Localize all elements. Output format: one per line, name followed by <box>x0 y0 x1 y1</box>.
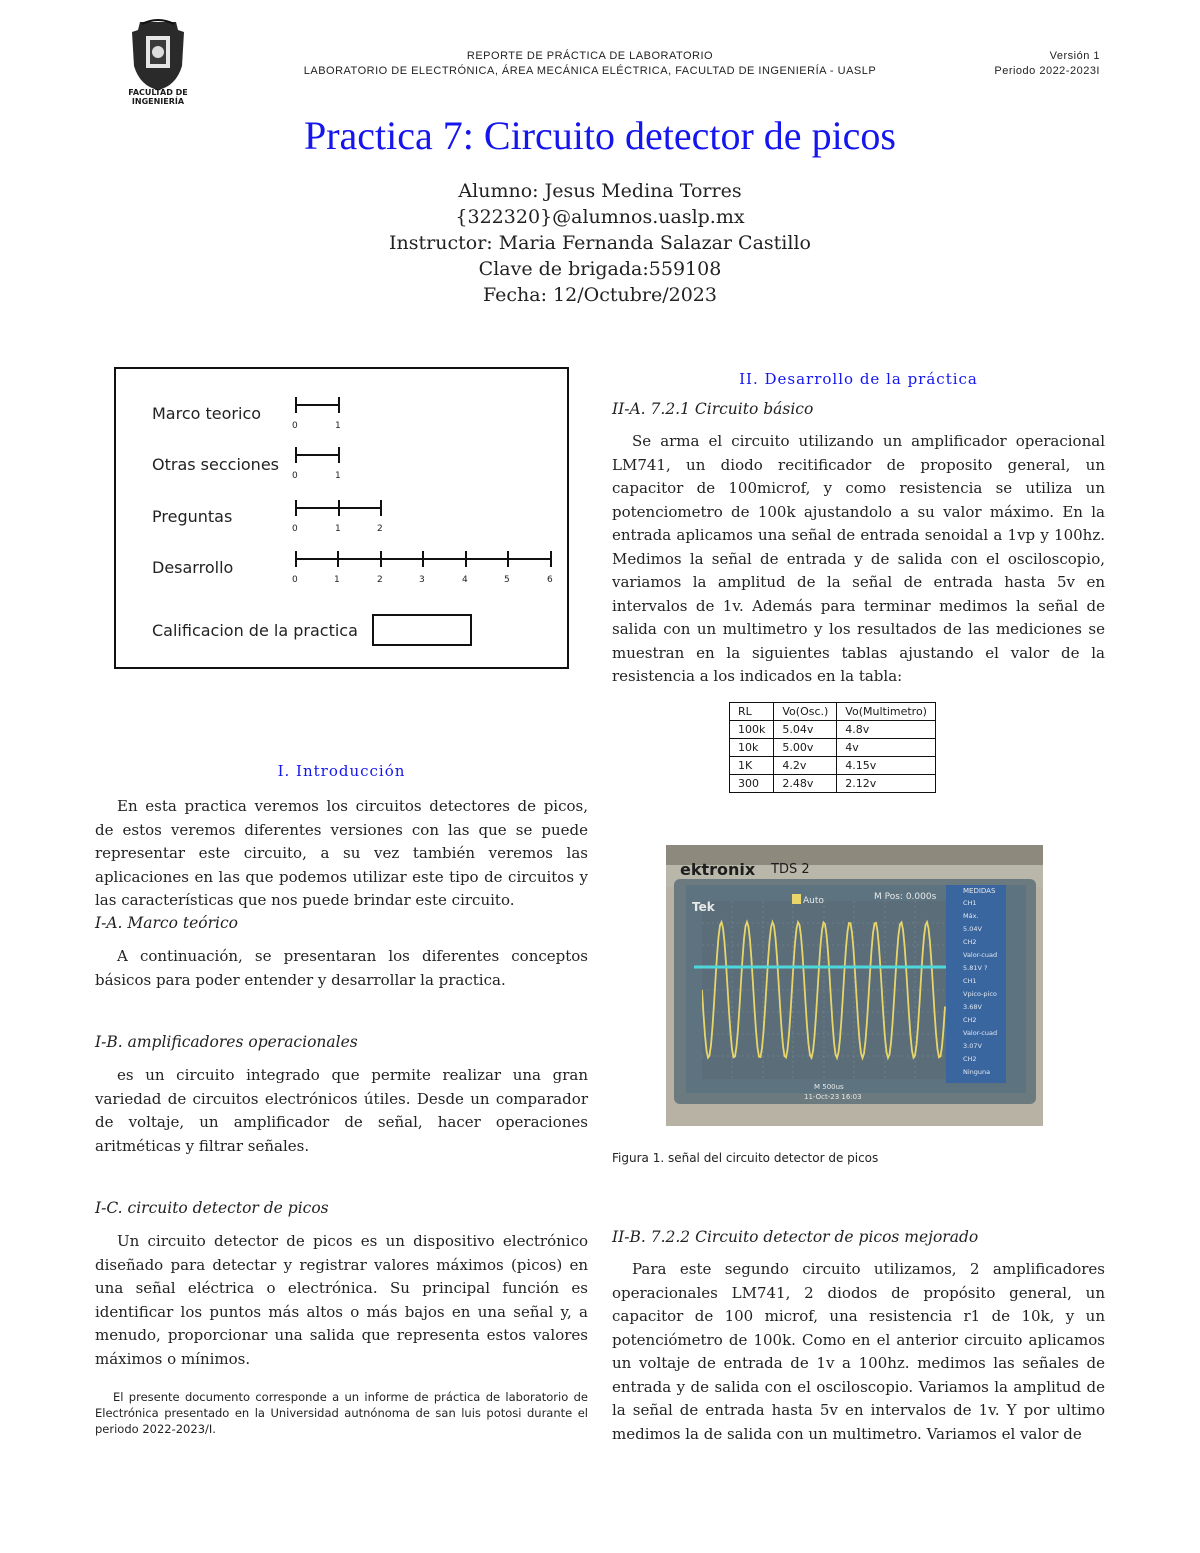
subsection-iia-title: II-A. 7.2.1 Circuito básico <box>612 400 814 418</box>
tick-label: 2 <box>377 575 383 585</box>
grade-label-preguntas: Preguntas <box>152 507 233 526</box>
footnote: El presente documento corresponde a un informe de práctica de laboratorio de Electrónica presentado en la Universidad autnónoma de san luis potosi durante el periodo 2022-2023/I. <box>95 1390 588 1436</box>
header-line-1: REPORTE DE PRÁCTICA DE LABORATORIO <box>466 50 714 62</box>
grade-label-desarrollo: Desarrollo <box>152 558 234 577</box>
scope-menu-item: Ninguna <box>963 1068 991 1076</box>
table-cell: 2.12v <box>837 775 936 793</box>
subsection-ic-title: I-C. circuito detector de picos <box>95 1199 329 1217</box>
scope-menu-item: 5.04V <box>963 925 982 933</box>
tick-label: 3 <box>419 575 425 585</box>
scope-mode: Auto <box>803 896 824 906</box>
tick-label: 0 <box>292 471 298 481</box>
tick-label: 1 <box>334 575 340 585</box>
scope-menu-item: Vpico-pico <box>963 990 997 998</box>
brigade-code: Clave de brigada:559108 <box>478 258 722 280</box>
grade-label-marco: Marco teorico <box>152 404 262 423</box>
scope-menu-item: CH2 <box>963 1055 977 1063</box>
scope-model: TDS 2 <box>771 862 810 877</box>
grading-box <box>114 367 569 669</box>
table-cell: 100k <box>730 721 774 739</box>
report-date: Fecha: 12/Octubre/2023 <box>483 284 717 306</box>
table-row <box>730 739 936 757</box>
header-period: Periodo 2022-2023I <box>994 65 1100 77</box>
faculty-logo <box>128 16 188 116</box>
table-cell: 10k <box>730 739 774 757</box>
scope-menu-item: Máx. <box>963 912 979 920</box>
table-row <box>730 721 936 739</box>
header-version: Versión 1 <box>1049 50 1100 62</box>
grade-label-otras: Otras secciones <box>152 455 279 474</box>
table-cell: 1K <box>730 757 774 775</box>
iia-paragraph: Se arma el circuito utilizando un amplificador operacional LM741, un diodo recitificador de proposito general, un capacitor de 100microf, y como resistencia se utiliza un potenciometro de 100k ajustandolo a su valor máximo. En la entrada aplicamos una señal de entrada senoidal a 1vp y 100hz. Medimos la señal de entrada y de salida con el osciloscopio, variamos la amplitud de la señal de entrada hasta 5v en intervalos de 1v. Además para terminar medimos la señal de salida con un multimetro y los resultados de las mediciones se muestran en la siguientes tablas ajustando el valor de la resistencia a los indicados en la tabla: <box>612 432 1105 685</box>
table-row <box>730 757 936 775</box>
tick-label: 6 <box>547 575 553 585</box>
table-cell: 4v <box>837 739 936 757</box>
scope-mpos: M Pos: 0.000s <box>874 892 937 902</box>
scope-menu-item: CH1 <box>963 977 977 985</box>
ib-paragraph: es un circuito integrado que permite realizar una gran variedad de circuitos electrónicos útiles. Desde un comparador de voltaje, un amplificador de señal, hacer operaciones aritméticas y filtrar señales. <box>95 1066 588 1155</box>
section-2-heading: II. Desarrollo de la práctica <box>739 370 978 388</box>
tick-label: 1 <box>335 421 341 431</box>
table-cell: 5.04v <box>774 721 837 739</box>
scope-menu-item: CH2 <box>963 938 977 946</box>
table-cell: 2.48v <box>774 775 837 793</box>
scope-menu-item: 3.68V <box>963 1003 982 1011</box>
scope-menu-item: CH1 <box>963 899 977 907</box>
scope-timebase: M 500us <box>814 1083 844 1091</box>
scope-menu-item: CH2 <box>963 1016 977 1024</box>
scope-menu-item: Valor-cuad <box>963 1029 998 1037</box>
header-line-2: LABORATORIO DE ELECTRÓNICA, ÁREA MECÁNICA ELÉCTRICA, FACULTAD DE INGENIERÍA - UASLP <box>303 65 877 77</box>
logo-line-1: FACULTAD DE <box>128 88 188 97</box>
table-header: RL <box>730 703 774 721</box>
iib-paragraph: Para este segundo circuito utilizamos, 2 amplificadores operacionales LM741, 2 diodos de propósito general, un capacitor de 100 microf, una resistencia r1 de 10k, y un potenciómetro de 100k. Como en el anterior circuito aplicamos un voltaje de entrada de 1v a 100hz. medimos las señales de entrada y de salida con el osciloscopio. Variamos la amplitud de la señal de entrada hasta 5v en intervalos de 1v. Y por ultimo medimos la de salida con un multimetro. Variamos el valor de <box>612 1260 1105 1443</box>
scope-menu-item: Valor-cuad <box>963 951 998 959</box>
tick-label: 1 <box>335 524 341 534</box>
subsection-ia-title: I-A. Marco teórico <box>95 914 238 932</box>
intro-paragraph: En esta practica veremos los circuitos detectores de picos, de estos veremos diferentes versiones con las que se puede representar este circuito, a su vez también veremos las aplicaciones en las que podemos utilizar este tipo de circuitos y las características que nos puede brindar este circuito. <box>95 797 588 909</box>
figure-caption: Figura 1. señal del circuito detector de picos <box>612 1151 879 1165</box>
oscilloscope-image <box>666 845 1043 1126</box>
scope-tek: Tek <box>692 900 715 914</box>
table-row <box>730 775 936 793</box>
ia-paragraph: A continuación, se presentaran los diferentes conceptos básicos para poder entender y desarrollar la practica. <box>95 947 588 989</box>
logo-line-2: INGENIERÍA <box>131 97 185 106</box>
tick-label: 5 <box>504 575 510 585</box>
tick-label: 0 <box>292 524 298 534</box>
tick-label: 1 <box>335 471 341 481</box>
tick-label: 0 <box>292 575 298 585</box>
page-title: Practica 7: Circuito detector de picos <box>303 113 896 158</box>
tick-label: 0 <box>292 421 298 431</box>
results-table <box>729 702 936 793</box>
section-1-heading: I. Introducción <box>277 762 406 780</box>
table-cell: 4.2v <box>774 757 837 775</box>
scope-menu-item: 3.07V <box>963 1042 982 1050</box>
table-cell: 4.15v <box>837 757 936 775</box>
scope-date: 11-Oct-23 16:03 <box>804 1093 862 1101</box>
scope-menu-title: MEDIDAS <box>963 887 996 895</box>
instructor-name: Instructor: Maria Fernanda Salazar Castillo <box>389 232 811 254</box>
table-cell: 4.8v <box>837 721 936 739</box>
subsection-iib-title: II-B. 7.2.2 Circuito detector de picos mejorado <box>612 1228 979 1246</box>
final-grade-label: Calificacion de la practica <box>152 621 358 640</box>
ic-paragraph: Un circuito detector de picos es un dispositivo electrónico diseñado para detectar y registrar valores máximos (picos) en una señal eléctrica o electrónica. Su principal función es identificar los puntos más altos o más bajos en una señal y, a menudo, proporcionar una salida que representa estos valores máximos o mínimos. <box>95 1232 588 1368</box>
table-header: Vo(Multimetro) <box>837 703 936 721</box>
table-cell: 5.00v <box>774 739 837 757</box>
table-cell: 300 <box>730 775 774 793</box>
subsection-ib-title: I-B. amplificadores operacionales <box>95 1033 358 1051</box>
oscilloscope-photo <box>666 845 1043 1126</box>
student-name: Alumno: Jesus Medina Torres <box>458 180 742 202</box>
student-email: {322320}@alumnos.uaslp.mx <box>455 206 745 228</box>
tick-label: 2 <box>377 524 383 534</box>
final-grade-field[interactable] <box>372 614 472 646</box>
table-header-row <box>730 703 936 721</box>
table-header: Vo(Osc.) <box>774 703 837 721</box>
scope-menu-item: 5.81V ? <box>963 964 988 972</box>
tick-label: 4 <box>462 575 468 585</box>
scope-brand: ektronix <box>680 860 756 879</box>
